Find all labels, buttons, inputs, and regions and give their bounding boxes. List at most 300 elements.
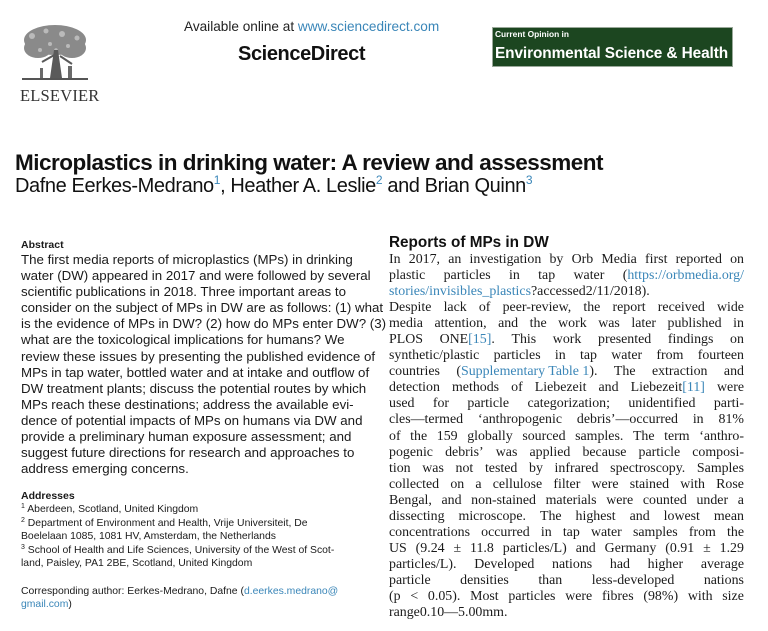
section-word [389, 541, 407, 557]
section-word [631, 316, 656, 332]
word: (98%) [643, 588, 679, 604]
section-word [422, 461, 444, 477]
section-word [717, 380, 744, 396]
section-word [598, 332, 651, 348]
section-word [668, 316, 722, 332]
section-word [576, 509, 616, 525]
word: in [733, 316, 744, 332]
section-word [444, 300, 467, 316]
section-word [434, 316, 486, 332]
word: particles [493, 348, 541, 364]
word: of [478, 300, 491, 316]
section-word [724, 364, 744, 380]
section-word [389, 589, 401, 605]
section-word [428, 589, 460, 605]
section-word [454, 541, 462, 557]
word: The [632, 428, 655, 444]
section-word [606, 493, 633, 509]
word: were [717, 380, 744, 396]
section-word [540, 509, 562, 525]
word: attention, [434, 316, 487, 332]
word: and [441, 492, 462, 508]
address-item [21, 544, 361, 558]
section-word [496, 445, 518, 461]
section-word [664, 509, 700, 525]
word: tested [484, 460, 518, 476]
section-word [389, 445, 433, 461]
abstract-line: review these issues by presenting the published evidence of [21, 348, 376, 364]
word: Rose [716, 476, 744, 492]
word: reported [675, 252, 722, 267]
word: first [645, 252, 668, 267]
word: occurred [481, 524, 530, 540]
section-word [389, 573, 431, 589]
section-word [470, 252, 542, 268]
abstract-line: MPs reach these destinations; address the available evi- [21, 396, 354, 412]
section-word [450, 477, 464, 493]
section-word [474, 557, 534, 573]
section-word [605, 541, 657, 557]
word: from [688, 524, 716, 540]
section-word [611, 348, 642, 364]
section-word [389, 396, 414, 412]
journal-banner[interactable] [492, 27, 733, 67]
section-word [445, 445, 484, 461]
word: Orb [571, 252, 594, 267]
section-word [623, 268, 744, 284]
word: than [538, 572, 563, 588]
section-word [577, 412, 678, 428]
sciencedirect-link[interactable]: www.sciencedirect.com [297, 19, 440, 34]
word: lowest [663, 508, 700, 524]
section-word [433, 396, 449, 412]
section-word [716, 477, 744, 493]
corresponding-text: Corresponding author: Eerkes-Medrano, Dafne ( [21, 585, 244, 597]
section-line [389, 541, 744, 557]
word: concentrations [389, 524, 470, 540]
word: particles [443, 268, 491, 284]
section-word [630, 509, 650, 525]
section-word [591, 525, 622, 541]
word: was [422, 460, 444, 476]
word: In [389, 252, 401, 267]
section-line [389, 605, 744, 621]
section-line [389, 268, 744, 284]
word: particle [467, 396, 510, 412]
section-word [689, 525, 716, 541]
word: later [631, 316, 657, 332]
word: lack [443, 300, 467, 316]
affiliation-link[interactable]: 1 [213, 173, 221, 187]
word: 2/11/2018). [585, 284, 650, 300]
word: ± [703, 540, 711, 556]
word: by [549, 252, 564, 267]
word: work [558, 316, 587, 332]
word: This [511, 332, 537, 348]
word: higher [647, 556, 684, 572]
word: PLOS [389, 332, 423, 348]
word: materials [545, 492, 597, 508]
section-word [538, 573, 562, 589]
address-text: Aberdeen, Scotland, United Kingdom [27, 504, 199, 516]
word: was [598, 316, 620, 332]
section-word [389, 300, 431, 316]
abstract-line: DW treatment plants; discuss the potential routes by which [21, 380, 367, 396]
word: 159 [436, 428, 458, 444]
section-word [639, 445, 681, 461]
section-word [389, 284, 650, 300]
abstract-body [21, 252, 387, 477]
section-word [652, 364, 708, 380]
section-word [610, 557, 630, 573]
word: 1.29 [719, 540, 744, 556]
author-separator: and [382, 175, 425, 197]
tree-icon [20, 22, 90, 84]
section-word [389, 332, 423, 348]
word: ± [453, 540, 462, 556]
section-word [719, 412, 744, 428]
section-word [575, 429, 623, 445]
section-word [631, 380, 705, 396]
word: of [511, 380, 523, 396]
word: ‘anthropogenic [477, 412, 563, 428]
word: tap [580, 348, 597, 364]
word: cles—termed [389, 412, 464, 428]
section-word [688, 589, 713, 605]
section-word [730, 332, 744, 348]
section-word [680, 477, 705, 493]
section-word [509, 268, 520, 284]
address-text: Department of Environment and Health, Vrije Universiteit, De [27, 517, 308, 529]
section-word [478, 412, 562, 428]
address-text: Boelelaan 1085, 1081 HV, Amsterdam, the Netherlands [21, 531, 276, 543]
word: Most [470, 588, 499, 604]
word: debris’ [445, 444, 484, 460]
section-word [558, 316, 587, 332]
word: the [727, 524, 744, 540]
word: water [590, 524, 622, 540]
section-word [479, 300, 491, 316]
word: water [611, 348, 643, 364]
word: fibres [601, 588, 634, 604]
section-word [498, 316, 518, 332]
section-word [467, 429, 513, 445]
available-online-line [184, 19, 439, 34]
word: 0.10—5.00 [419, 605, 483, 621]
word: debris’—occurred [576, 412, 678, 428]
section-word [602, 589, 634, 605]
section-word [552, 557, 592, 573]
section-word [598, 316, 620, 332]
email-link-continued[interactable]: gmail.com [21, 599, 69, 611]
word: detection [389, 380, 440, 396]
affiliation-link[interactable]: 2 [375, 173, 383, 187]
section-line [389, 477, 744, 493]
word: on [450, 476, 465, 492]
section-word [697, 461, 744, 477]
word: presented [598, 332, 652, 348]
section-word [527, 396, 610, 412]
word: countries [389, 364, 440, 380]
section-line [389, 412, 744, 428]
word: < [410, 588, 419, 604]
section-word [730, 252, 744, 268]
addresses-heading: Addresses [21, 490, 75, 503]
section-word [665, 541, 694, 557]
section-word [441, 493, 461, 509]
section-word [470, 589, 499, 605]
section-word [420, 605, 483, 621]
abstract-line: MPs in tap water, bottled water and at intake and outflow of [21, 364, 370, 380]
section-word [389, 477, 439, 493]
section-word [460, 573, 509, 589]
word: in [540, 524, 552, 540]
section-word [714, 396, 744, 412]
available-online-text: Available online at [184, 19, 298, 34]
abstract-line: address emerging concerns. [21, 461, 189, 477]
corresponding-author [21, 585, 361, 612]
section-word [583, 300, 600, 316]
word: 2017, [408, 252, 441, 267]
section-line [389, 380, 744, 396]
word: categorization; [527, 396, 610, 412]
section-word [508, 589, 555, 605]
section-word [696, 493, 728, 509]
section-word [494, 348, 541, 364]
section-word [522, 429, 565, 445]
section-word [722, 589, 744, 605]
left-column [21, 238, 387, 612]
section-word [389, 429, 401, 445]
word: and [575, 540, 596, 556]
right-column [389, 234, 744, 621]
section-word [444, 268, 491, 284]
word: globally [467, 428, 513, 444]
word: 11.8 [470, 540, 494, 556]
abstract-line: consider on the subject of MPs in DW are as follows: (1) what [21, 300, 384, 316]
section-word [614, 364, 636, 380]
word: spectroscopy. [610, 460, 686, 476]
word: nations [552, 556, 593, 572]
word: media [389, 316, 423, 332]
sciencedirect-wordmark[interactable]: ScienceDirect [238, 43, 366, 65]
word: tap [562, 524, 580, 540]
word: filter [553, 476, 581, 492]
section-word [448, 252, 461, 268]
word: work [552, 332, 582, 348]
section-word [676, 252, 722, 268]
word: stained [629, 476, 670, 492]
word: was [495, 444, 518, 460]
word: The [613, 364, 636, 380]
section-word [546, 493, 597, 509]
word: particles [508, 588, 556, 604]
abstract-line: water (DW) appeared in 2017 and were followed by several [21, 268, 371, 284]
word: fourteen [697, 348, 744, 364]
section-word [553, 332, 582, 348]
word: an [448, 252, 462, 267]
word: particles/L). [389, 556, 457, 572]
word: 0.05). [427, 588, 461, 604]
abstract-line: scientific publications in 2018. Three important areas to [21, 284, 346, 300]
section-word [727, 525, 744, 541]
word: Developed [474, 556, 535, 572]
word: size [722, 588, 744, 604]
publisher-name: ELSEVIER [20, 86, 100, 105]
section-word [648, 557, 684, 573]
address-number: 1 [21, 503, 25, 511]
section-word [440, 332, 495, 348]
abstract-heading: Abstract [21, 239, 64, 251]
section-word [704, 573, 744, 589]
abstract-line: is the evidence of MPs in DW? (2) how do MPs enter DW? (3) [21, 316, 387, 332]
section-word [592, 573, 675, 589]
word: term [664, 428, 690, 444]
word: samples. [575, 428, 624, 444]
section-word [456, 364, 597, 380]
reference-link[interactable]: Supplementary Table 1 [460, 364, 590, 380]
word: infrared [554, 460, 599, 476]
word: findings [667, 332, 714, 348]
word: (9.24 [415, 540, 445, 556]
section-word [633, 525, 678, 541]
section-line [389, 493, 744, 509]
section-word [555, 348, 566, 364]
word: tion [389, 460, 411, 476]
word: and [723, 364, 744, 380]
section-word [409, 252, 440, 268]
section-word [503, 541, 567, 557]
word: were [606, 492, 634, 508]
section-word [699, 429, 744, 445]
section-word [549, 252, 563, 268]
section-line [389, 252, 744, 268]
section-word [541, 525, 552, 541]
section-word [471, 493, 536, 509]
section-word [582, 445, 626, 461]
section-word [580, 348, 597, 364]
section-word [698, 348, 744, 364]
section-word [535, 380, 587, 396]
word: with [687, 588, 713, 604]
email-link[interactable]: d.eerkes.medrano@ [243, 585, 339, 597]
word: accessed [537, 284, 586, 300]
word: ). [589, 364, 598, 380]
section-word [645, 252, 667, 268]
address-text: School of Health and Life Sciences, University of the West of Scot- [27, 544, 335, 556]
section-line [389, 284, 744, 300]
section-word [717, 300, 744, 316]
abstract-line: The first media reports of microplastics (MPs) in drinking [21, 252, 353, 267]
section-word [658, 300, 705, 316]
word: cellulose [492, 476, 543, 492]
journal-prefix: Current Opinion in [495, 29, 569, 39]
word: investigation [469, 252, 542, 267]
section-word [456, 461, 474, 477]
word: Liebezeit [534, 380, 587, 396]
section-word [467, 396, 509, 412]
section-word [452, 380, 499, 396]
section-line [389, 557, 744, 573]
address-number: 2 [21, 516, 25, 524]
section-word [599, 380, 619, 396]
word: applied [529, 444, 571, 460]
word: ? [531, 284, 538, 300]
section-word [572, 252, 594, 268]
word: range [389, 605, 420, 621]
word: densities [460, 572, 509, 588]
address-number: 3 [21, 543, 25, 551]
word: extraction [651, 364, 708, 380]
word: because [582, 444, 627, 460]
word: on [730, 332, 744, 348]
section-line [389, 589, 744, 605]
word: in [692, 412, 704, 428]
section-line [389, 461, 744, 477]
section-word [529, 445, 570, 461]
section-line [389, 573, 744, 589]
affiliation-link[interactable]: 3 [525, 173, 533, 187]
section-word [529, 461, 543, 477]
section-word [633, 429, 655, 445]
section-word [664, 429, 689, 445]
section-word [485, 461, 517, 477]
word: non-stained [471, 492, 536, 508]
word: wide [716, 300, 744, 316]
word: the [529, 316, 547, 332]
word: microscope. [458, 508, 527, 524]
section-word [733, 316, 744, 332]
abstract-line: suggest future directions for research and approaches to [21, 445, 355, 461]
word: were [565, 588, 593, 604]
word: 81% [718, 412, 744, 428]
address-item [21, 503, 361, 517]
elsevier-logo[interactable] [20, 22, 100, 106]
section-word [612, 300, 645, 316]
section-line [389, 364, 744, 380]
author-name: Brian Quinn [424, 175, 526, 197]
section-word [701, 557, 744, 573]
section-word [643, 589, 678, 605]
section-word [475, 477, 481, 493]
author-name: Heather A. Leslie [230, 175, 376, 197]
section-word [493, 477, 542, 493]
word: mm. [482, 605, 508, 621]
reference-link[interactable]: https://orbmedia.org/ [627, 268, 744, 284]
word: nations [703, 572, 744, 588]
word: plastic [389, 268, 426, 284]
section-word [538, 268, 555, 284]
section-word [574, 268, 605, 284]
word: unidentified [628, 396, 696, 412]
reference-link[interactable]: stories/invisibles_plastics [389, 284, 531, 300]
word: less-developed [591, 572, 675, 588]
section-word [389, 252, 401, 268]
reference-link[interactable]: [11] [682, 380, 705, 396]
section-line [389, 429, 744, 445]
word: had [609, 556, 630, 572]
word: pogenic [389, 444, 433, 460]
section-word [643, 493, 687, 509]
word: used [389, 396, 415, 412]
reference-link[interactable]: [15] [468, 332, 492, 348]
section-word [389, 605, 420, 621]
section-heading: Reports of MPs in DW [389, 234, 549, 251]
word: on [730, 252, 744, 267]
word: Despite [389, 300, 432, 316]
section-word [389, 348, 479, 364]
section-word [437, 429, 458, 445]
